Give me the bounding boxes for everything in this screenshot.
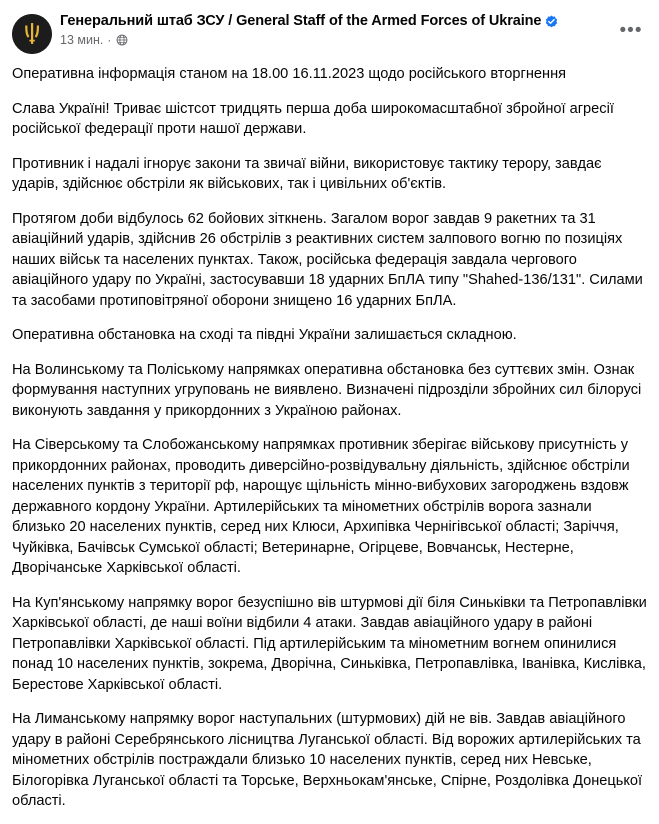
verified-badge-icon [545,15,558,28]
globe-icon[interactable] [116,34,128,46]
post-text [12,60,647,824]
post-paragraph: Противник і надалі ігнорує закони та звичаї війни, використовує тактику терору, завдає ударів, здійснює обстріли як військових, так і цивільних об'єктів. [12,155,602,192]
post-paragraph: Оперативна інформація станом на 18.00 16.11.2023 щодо російського вторгнення [12,66,567,82]
post-paragraph: Протягом доби відбулось 62 бойових зіткнень. Загалом ворог завдав 9 ракетних та 31 авіаційний ударів, здійснив 26 обстрілів з реактивних систем залпового вогню по позиціях наших військ та населених пунктах. Також, російська федерація завдала чергового авіаційного удару по Україні, застосувавши 18 ударних БпЛА типу "Shahed-136/131". Силами та засобами протиповітряної оборони знищено 16 ударних БпЛА. [12,210,643,309]
post-paragraph: На Волинському та Поліському напрямках оперативна обстановка без суттєвих змін. Ознак формування наступних угруповань не виявлено. Визначені підрозділи збройних сил білорусі виконують завдання у прикордонних з Україною районах. [12,361,642,419]
trident-emblem-icon [12,14,52,54]
post-timestamp[interactable]: 13 мин. [60,33,104,47]
avatar[interactable] [12,14,52,54]
post-options-menu-icon[interactable]: ••• [619,19,643,41]
post-paragraph: Оперативна обстановка на сході та півдні України залишається складною. [12,327,517,343]
post-paragraph: На Куп'янському напрямку ворог безуспішно вів штурмові дії біля Синьківки та Петропавлівки Харківської області, де наші воїни відбили 4 атаки. Завдав авіаційного удару в районі Петропавлівки Харківської області. Під артилерійським та мінометним вогнем опинилися понад 10 населених пунктів, зокрема, Дворічна, Синьківка, Петропавлівка, Іванівка, Кислівка, Берестове Харківської області. [12,594,647,693]
meta-separator: · [107,33,112,47]
post-paragraph: На Лиманському напрямку ворог наступальних (штурмових) дій не вів. Завдав авіаційного удару в районі Серебрянського лісництва Луганської області. Від ворожих артилерійських та мінометних обстрілів постраждали близько 10 населених пунктів, серед них Невське, Білогорівка Луганської області та Торське, Верхньокам'янське, Спірне, Роздолівка Донецької області. [12,711,643,809]
post-header [12,10,647,60]
post-meta [60,33,647,47]
post-header-text [60,12,647,47]
post-paragraph: Слава Україні! Триває шістсот тридцять перша доба широкомасштабної збройної агресії російської федерації проти нашої держави. [12,100,614,137]
page-name[interactable]: Генеральний штаб ЗСУ / General Staff of the Armed Forces of Ukraine [60,13,542,29]
post-paragraph: На Сіверському та Слобожанському напрямках противник зберігає військову присутність у прикордонних районах, проводить диверсійно-розвідувальну діяльність, здійснює обстріли населених пунктів з території рф, нарощує щільність мінно-вибухових загороджень вздовж державного кордону України. Артилерійських та мінометних обстрілів ворога зазнали близько 20 населених пунктів, серед них Клюси, Архипівка Чернігівської області; Заріччя, Чуйківка, Бачівськ Сумської області; Ветеринарне, Огірцеве, Вовчанськ, Нестерне, Дворічанське Харківської області. [12,437,630,576]
page-name-row [60,13,647,30]
